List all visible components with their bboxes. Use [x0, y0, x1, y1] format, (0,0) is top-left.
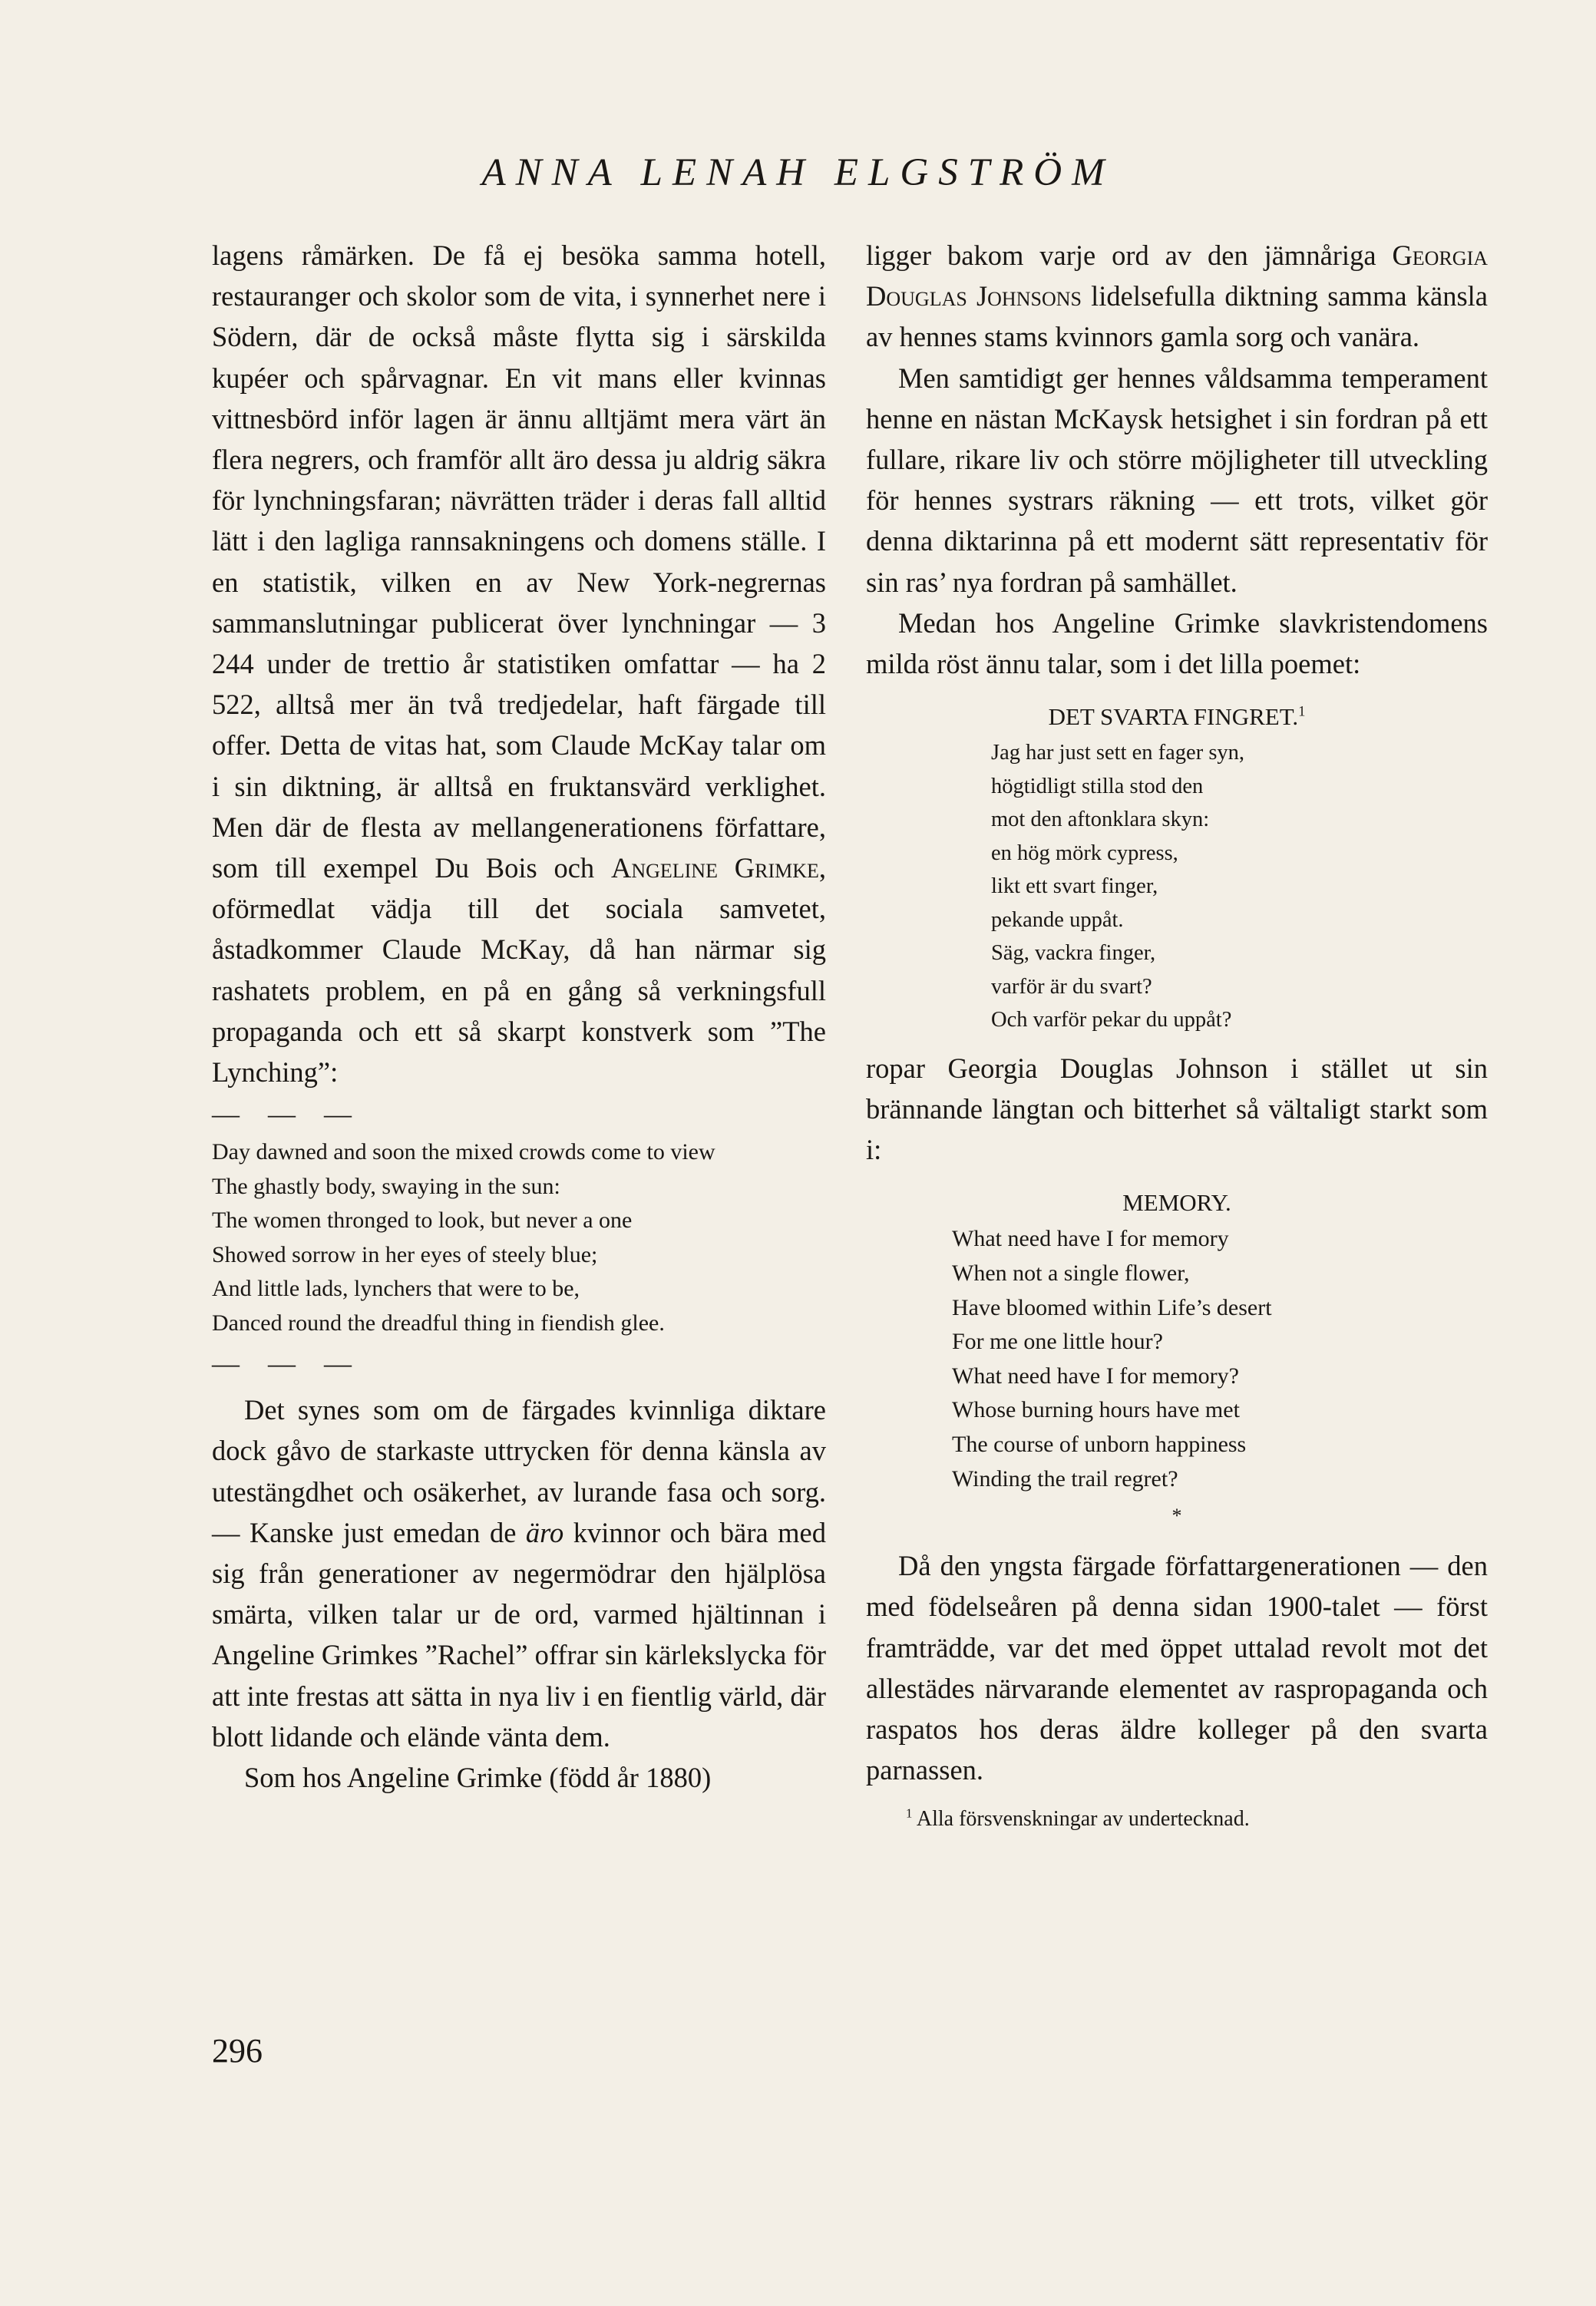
poem-det-svarta-fingret	[991, 736, 1488, 1037]
poem-memory	[952, 1222, 1488, 1496]
poem-ellipsis-dashes: — — —	[212, 1348, 362, 1379]
poem-the-lynching	[212, 1135, 826, 1340]
emphasis: äro	[525, 1516, 564, 1548]
poem-line: And little lads, lynchers that were to be,	[212, 1276, 580, 1302]
poem-line: The ghastly body, swaying in the sun:	[212, 1173, 560, 1199]
paragraph: ropar Georgia Douglas Johnson i stället ut sin brännande längtan och bitterhet så vältaligt starkt som i:	[866, 1052, 1488, 1166]
poem-line: For me one little hour?	[952, 1329, 1163, 1355]
author-name: Angeline Grimke	[610, 852, 819, 884]
page-number: 296	[212, 2032, 263, 2070]
section-separator-asterisk: *	[1171, 1505, 1182, 1528]
poem-line: högtidligt stilla stod den	[991, 774, 1204, 798]
poem-line: Danced round the dreadful thing in fiendish glee.	[212, 1310, 665, 1336]
poem-line: What need have I for memory?	[952, 1363, 1239, 1389]
author-name: Georgia Douglas Johnsons	[866, 240, 1489, 312]
footnote: $^1$ Alla försvenskningar av undertecknad.	[906, 1805, 1250, 1832]
poem-line: pekande uppåt.	[991, 907, 1124, 932]
poem-line: likt ett svart finger,	[991, 874, 1158, 899]
running-header: ANNA LENAH ELGSTRÖM	[481, 151, 1115, 194]
paragraph: Men samtidigt ger hennes våldsamma temperament henne en nästan McKaysk hetsighet i sin fordran på ett fullare, rikare liv och större möjligheter till utveckling för hennes systrars räkning — ett trots, vilket gör denna diktarinna på ett modernt sätt representativ för sin ras’ nya fordran på samhället.	[866, 362, 1488, 598]
poem-line: en hög mörk cypress,	[991, 841, 1178, 865]
footnote-mark: 1	[906, 1805, 913, 1821]
paragraph: Det synes som om de färgades kvinnliga diktare dock gåvo de starkaste uttrycken för denna känsla av utestängdhet och osäkerhet, av lurande fasa och sorg. — Kanske just emedan de äro kvinnor och bära med sig från generationer av negermödrar den hjälplösa smärta, vilken talar ur de ord, varmed hjältinnan i Angeline Grimkes ”Rachel” offrar sin kärlekslycka för att inte frestas att sätta in nya liv i en fientlig värld, där blott lidande och elände vänta dem.	[212, 1394, 826, 1753]
paragraph: lagens råmärken. De få ej besöka samma hotell, restauranger och skolor som de vita, i synnerhet nere i Södern, där de också måste flytta sig i särskilda kupéer och spårvagnar. En vit mans eller kvinnas vittnesbörd inför lagen är ännu alltjämt mera värt än flera negrers, och framför allt äro dessa ju aldrig säkra för lynchningsfaran; nävrätten träder i deras fall alltid lätt i den lagliga rannsakningens och domens ställe. I en statistik, vilken en av New York-negrernas sammanslutningar publicerat över lynchningar — 3 244 under de trettio år statistiken omfattar — ha 2 522, alltså mer än två tredjedelar, haft färgade till offer. Detta de vitas hat, som Claude McKay talar om i sin diktning, är alltså en fruktansvärd verklighet. Men där de flesta av mellangenerationens författare, som till exempel Du Bois och Angeline Grimke, oförmedlat vädja till det sociala samvetet, åstadkommer Claude McKay, då han närmar sig rashatets problem, en på en gång så verkningsfull propaganda och ett så skarpt konstverk som ”The Lynching”:	[212, 240, 826, 1089]
poem-line: Day dawned and soon the mixed crowds come to view	[212, 1139, 715, 1165]
paragraph: ligger bakom varje ord av den jämnåriga Georgia Douglas Johnsons lidelsefulla diktning samma känsla av hennes stams kvinnors gamla sorg och vanära.	[866, 240, 1489, 353]
paragraph: Då den yngsta färgade författargenerationen — den med födelseåren på denna sidan 1900-talet — först framträdde, var det med öppet uttalad revolt mot det allestädes närvarande elementet av raspropaganda och raspatos hos deras äldre kolleger på den svarta parnassen.	[866, 1550, 1488, 1786]
right-column	[866, 235, 1488, 1835]
poem-line: varför är du svart?	[991, 974, 1152, 999]
poem-title: MEMORY.	[1122, 1189, 1231, 1217]
poem-line: Showed sorrow in her eyes of steely blue;	[212, 1241, 598, 1267]
poem-title: DET SVARTA FINGRET.$^1$	[1048, 703, 1306, 731]
poem-line: mot den aftonklara skyn:	[991, 808, 1210, 832]
left-column	[212, 235, 826, 1798]
footnote-mark: 1	[1298, 703, 1306, 720]
paragraph: Medan hos Angeline Grimke slavkristendomens milda röst ännu talar, som i det lilla poemet:	[866, 606, 1488, 680]
poem-line: Säg, vackra finger,	[991, 941, 1156, 966]
poem-line: Jag har just sett en fager syn,	[991, 741, 1245, 765]
poem-line: The course of unborn happiness	[952, 1431, 1247, 1457]
poem-line: The women thronged to look, but never a one	[212, 1208, 633, 1234]
poem-line: Whose burning hours have met	[952, 1397, 1240, 1423]
paragraph: Som hos Angeline Grimke (född år 1880)	[244, 1762, 712, 1794]
poem-line: When not a single flower,	[952, 1260, 1190, 1286]
poem-line: Winding the trail regret?	[952, 1465, 1178, 1492]
poem-ellipsis-dashes: — — —	[212, 1098, 362, 1130]
poem-line: Och varför pekar du uppåt?	[991, 1008, 1232, 1032]
poem-line: What need have I for memory	[952, 1226, 1229, 1252]
poem-line: Have bloomed within Life’s desert	[952, 1294, 1272, 1320]
